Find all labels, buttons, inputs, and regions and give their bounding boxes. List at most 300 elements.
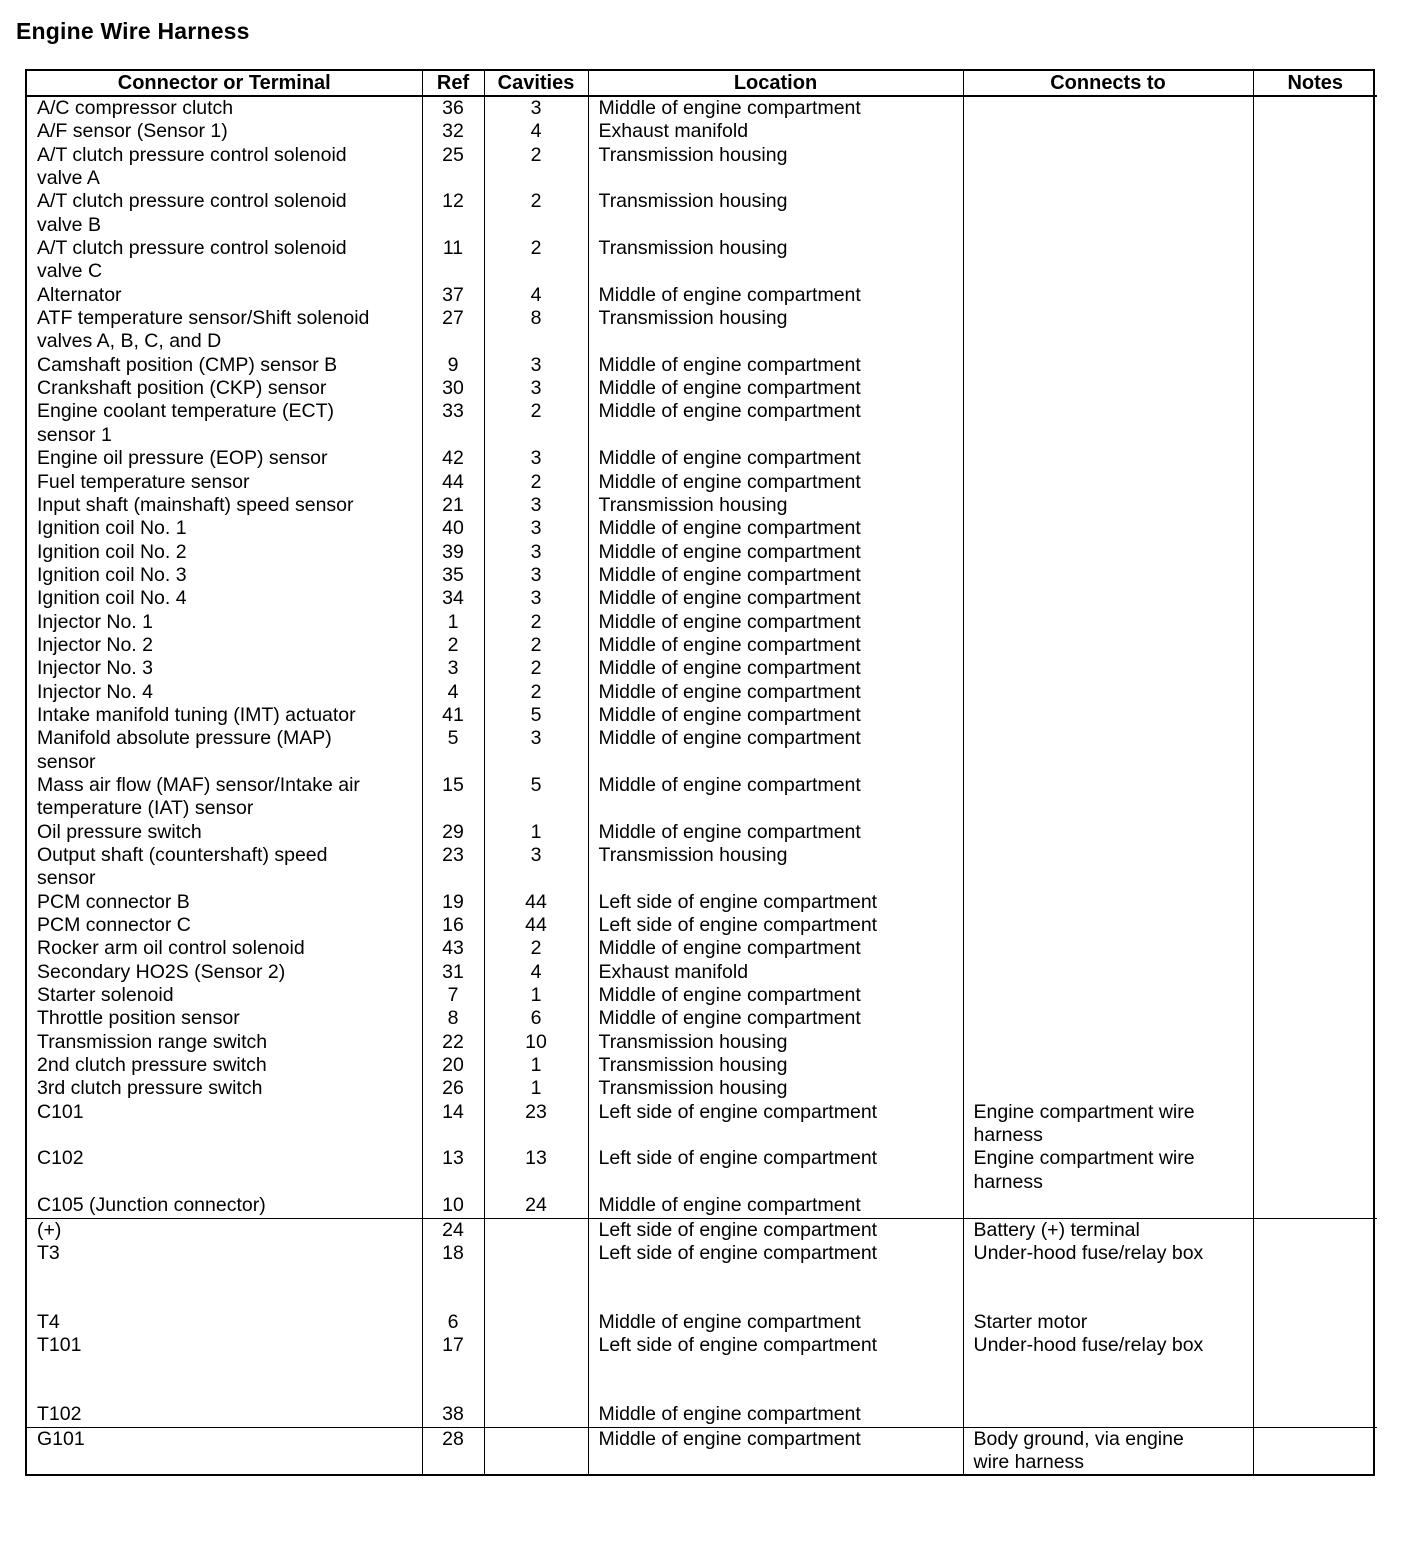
cell-location: Left side of engine compartment [588, 1147, 963, 1194]
cell-cavities: 3 [484, 447, 588, 470]
cell-connects-to [963, 471, 1253, 494]
cell-notes [1253, 354, 1377, 377]
cell-notes [1253, 657, 1377, 680]
table-row [27, 237, 1377, 284]
cell-connector: PCM connector C [37, 914, 191, 937]
cell-connects-to [963, 284, 1253, 307]
cell-location: Middle of engine compartment [588, 447, 963, 470]
cell-location: Transmission housing [588, 1031, 963, 1054]
cell-location: Left side of engine compartment [588, 914, 963, 937]
cell-connector: G101 [27, 1427, 422, 1474]
cell-cavities: 3 [484, 494, 588, 517]
cell-ref: 16 [422, 914, 484, 937]
cell-notes [1253, 1101, 1377, 1148]
cell-cavities: 3 [484, 96, 588, 120]
cell-notes [1253, 284, 1377, 307]
cell-notes [1253, 190, 1377, 237]
cell-connector: Starter solenoid [37, 984, 174, 1007]
cell-notes [1253, 400, 1377, 447]
cell-ref: 29 [422, 821, 484, 844]
cell-connects-to [963, 961, 1253, 984]
cell-cavities: 4 [484, 961, 588, 984]
cell-ref: 22 [422, 1031, 484, 1054]
header-location: Location [588, 71, 963, 96]
cell-cavities: 13 [484, 1147, 588, 1194]
cell-notes [1253, 120, 1377, 143]
table-row [27, 611, 1377, 634]
cell-connects-to [963, 354, 1253, 377]
cell-connector: Rocker arm oil control solenoid [37, 937, 305, 960]
cell-notes [1253, 914, 1377, 937]
cell-connects-to [963, 1194, 1253, 1218]
cell-connector: T4 [37, 1310, 60, 1333]
cell-cavities: 3 [484, 354, 588, 377]
cell-connector: A/F sensor (Sensor 1) [37, 120, 228, 143]
cell-cavities: 3 [484, 377, 588, 400]
cell-connects-to [963, 634, 1253, 657]
cell-location: Middle of engine compartment [588, 354, 963, 377]
table-row [27, 657, 1377, 680]
cell-connector: Ignition coil No. 1 [37, 517, 187, 540]
table-row [27, 307, 1377, 354]
cell-connector: Throttle position sensor [37, 1007, 240, 1030]
cell-connects-to [963, 1007, 1253, 1030]
table-row [27, 1147, 1377, 1194]
cell-connects-to [963, 237, 1253, 284]
cell-ref: 12 [422, 190, 484, 237]
cell-cavities: 3 [484, 564, 588, 587]
table-row [27, 914, 1377, 937]
cell-location: Middle of engine compartment [588, 727, 963, 774]
cell-notes [1253, 961, 1377, 984]
cell-ref: 14 [422, 1101, 484, 1148]
cell-location: Middle of engine compartment [588, 96, 963, 120]
cell-notes [1253, 821, 1377, 844]
cell-ref: 13 [422, 1147, 484, 1194]
cell-connects-to [963, 891, 1253, 914]
cell-connector: A/T clutch pressure control solenoid valve A [37, 143, 347, 190]
cell-location: Middle of engine compartment [588, 774, 963, 821]
cell-ref: 6 [422, 1311, 484, 1334]
cell-connects-to [963, 611, 1253, 634]
cell-cavities: 24 [484, 1194, 588, 1218]
cell-location: Middle of engine compartment [588, 517, 963, 540]
cell-cavities: 1 [484, 984, 588, 1007]
header-connects-to: Connects to [963, 71, 1253, 96]
cell-location: Left side of engine compartment [588, 1218, 963, 1242]
cell-connector: A/T clutch pressure control solenoid valve B [37, 190, 347, 236]
cell-location: Middle of engine compartment [588, 541, 963, 564]
cell-location: Middle of engine compartment [588, 937, 963, 960]
cell-location: Exhaust manifold [588, 120, 963, 143]
cell-location: Middle of engine compartment [588, 657, 963, 680]
table-row [27, 774, 1377, 821]
cell-location: Middle of engine compartment [588, 821, 963, 844]
table-row [27, 1403, 1377, 1427]
table-row [27, 891, 1377, 914]
cell-notes [1253, 1334, 1377, 1403]
cell-cavities: 3 [484, 517, 588, 540]
cell-connects-to [963, 1031, 1253, 1054]
cell-cavities: 3 [484, 844, 588, 891]
cell-notes [1253, 1147, 1377, 1194]
cell-connects-to [963, 190, 1253, 237]
cell-cavities [484, 1242, 588, 1311]
cell-notes [1253, 984, 1377, 1007]
cell-connector: C101 [37, 1100, 84, 1123]
cell-ref: 27 [422, 307, 484, 354]
cell-location: Transmission housing [588, 1077, 963, 1100]
cell-notes [1253, 1077, 1377, 1100]
cell-connector: Input shaft (mainshaft) speed sensor [37, 493, 354, 516]
cell-location: Middle of engine compartment [588, 284, 963, 307]
cell-notes [1253, 237, 1377, 284]
table-row [27, 96, 1377, 120]
cell-location: Middle of engine compartment [588, 634, 963, 657]
cell-location: Transmission housing [588, 190, 963, 237]
cell-notes [1253, 144, 1377, 191]
table-row [27, 284, 1377, 307]
table-row [27, 634, 1377, 657]
cell-location: Transmission housing [588, 1054, 963, 1077]
header-notes: Notes [1253, 71, 1377, 96]
cell-notes [1253, 307, 1377, 354]
cell-connector: Crankshaft position (CKP) sensor [37, 377, 327, 400]
table-row [27, 821, 1377, 844]
table-row [27, 1242, 1377, 1311]
cell-connector: Output shaft (countershaft) speed sensor [37, 844, 328, 890]
cell-connector: ATF temperature sensor/Shift solenoid valves A, B, C, and D [37, 307, 370, 353]
cell-location: Transmission housing [588, 237, 963, 284]
cell-connects-to [963, 657, 1253, 680]
cell-connector: T3 [37, 1241, 60, 1264]
cell-connects-to [963, 1403, 1253, 1427]
cell-cavities: 3 [484, 587, 588, 610]
cell-cavities [484, 1334, 588, 1403]
cell-location: Middle of engine compartment [588, 1194, 963, 1218]
cell-connects-to: Under-hood fuse/relay box [963, 1334, 1253, 1403]
table-row [27, 587, 1377, 610]
table-row [27, 961, 1377, 984]
cell-connector: A/T clutch pressure control solenoid valve C [37, 237, 347, 283]
cell-notes [1253, 891, 1377, 914]
cell-connector: (+) [27, 1218, 422, 1242]
cell-cavities: 1 [484, 1054, 588, 1077]
cell-location: Left side of engine compartment [588, 1101, 963, 1148]
cell-ref: 8 [422, 1007, 484, 1030]
cell-notes [1253, 1007, 1377, 1030]
header-ref: Ref [422, 71, 484, 96]
cell-notes [1253, 587, 1377, 610]
table-row [27, 354, 1377, 377]
cell-ref: 34 [422, 587, 484, 610]
cell-connector: A/C compressor clutch [37, 97, 234, 119]
cell-connector: Engine oil pressure (EOP) sensor [37, 447, 328, 470]
cell-connects-to [963, 1054, 1253, 1077]
table-row [27, 1031, 1377, 1054]
cell-cavities [484, 1218, 588, 1242]
cell-connector: T101 [37, 1334, 82, 1357]
table-row [27, 681, 1377, 704]
cell-connector: Engine coolant temperature (ECT) sensor 1 [37, 400, 334, 446]
cell-notes [1253, 494, 1377, 517]
cell-connects-to [963, 727, 1253, 774]
cell-location: Middle of engine compartment [588, 400, 963, 447]
cell-ref: 10 [422, 1194, 484, 1218]
cell-location: Left side of engine compartment [588, 1334, 963, 1403]
table-row [27, 1077, 1377, 1100]
cell-cavities: 2 [484, 400, 588, 447]
cell-ref: 36 [422, 96, 484, 120]
table-row [27, 704, 1377, 727]
cell-location: Middle of engine compartment [588, 681, 963, 704]
cell-location: Middle of engine compartment [588, 1007, 963, 1030]
cell-connector: Mass air flow (MAF) sensor/Intake air temperature (IAT) sensor [37, 773, 360, 820]
cell-connects-to [963, 120, 1253, 143]
cell-ref: 43 [422, 937, 484, 960]
cell-ref: 17 [422, 1334, 484, 1403]
cell-connector: T102 [37, 1403, 82, 1426]
cell-ref: 7 [422, 984, 484, 1007]
cell-ref: 39 [422, 541, 484, 564]
cell-connects-to [963, 774, 1253, 821]
table-row [27, 1218, 1377, 1242]
cell-connects-to [963, 307, 1253, 354]
cell-cavities [484, 1403, 588, 1427]
cell-location: Transmission housing [588, 844, 963, 891]
table-row [27, 1427, 1377, 1474]
cell-ref: 40 [422, 517, 484, 540]
cell-connector: 2nd clutch pressure switch [37, 1054, 267, 1077]
cell-connector: Injector No. 2 [37, 633, 153, 656]
table-row [27, 541, 1377, 564]
cell-connects-to [963, 587, 1253, 610]
table-row [27, 1194, 1377, 1218]
cell-ref: 42 [422, 447, 484, 470]
cell-connects-to [963, 984, 1253, 1007]
cell-cavities: 2 [484, 611, 588, 634]
cell-connects-to [963, 400, 1253, 447]
table-row [27, 144, 1377, 191]
cell-location: Left side of engine compartment [588, 1242, 963, 1311]
cell-ref: 24 [422, 1218, 484, 1242]
table-row [27, 564, 1377, 587]
cell-cavities: 5 [484, 704, 588, 727]
cell-cavities [484, 1311, 588, 1334]
cell-cavities: 5 [484, 774, 588, 821]
cell-ref: 21 [422, 494, 484, 517]
cell-cavities: 2 [484, 634, 588, 657]
cell-connects-to [963, 914, 1253, 937]
cell-ref: 25 [422, 144, 484, 191]
cell-connector: Manifold absolute pressure (MAP) sensor [37, 727, 332, 773]
cell-notes [1253, 517, 1377, 540]
table-row [27, 447, 1377, 470]
cell-connects-to [963, 844, 1253, 891]
cell-connector: Ignition coil No. 3 [37, 563, 187, 586]
cell-ref: 35 [422, 564, 484, 587]
cell-cavities: 4 [484, 120, 588, 143]
cell-ref: 37 [422, 284, 484, 307]
cell-cavities: 1 [484, 1077, 588, 1100]
cell-connects-to: Engine compartment wire harness [963, 1147, 1253, 1194]
cell-connects-to: Starter motor [963, 1311, 1253, 1334]
cell-notes [1253, 471, 1377, 494]
cell-connector: Oil pressure switch [37, 820, 202, 843]
table-row [27, 494, 1377, 517]
table-row [27, 400, 1377, 447]
cell-location: Middle of engine compartment [588, 1427, 963, 1474]
cell-connects-to [963, 144, 1253, 191]
cell-ref: 1 [422, 611, 484, 634]
cell-notes [1253, 704, 1377, 727]
cell-cavities: 6 [484, 1007, 588, 1030]
table-row [27, 517, 1377, 540]
header-cavities: Cavities [484, 71, 588, 96]
cell-location: Transmission housing [588, 307, 963, 354]
cell-ref: 33 [422, 400, 484, 447]
cell-ref: 30 [422, 377, 484, 400]
harness-table [25, 69, 1375, 1476]
cell-connector: C102 [37, 1147, 84, 1170]
cell-cavities: 2 [484, 190, 588, 237]
cell-ref: 2 [422, 634, 484, 657]
table-row [27, 1054, 1377, 1077]
cell-notes [1253, 1218, 1377, 1242]
cell-ref: 31 [422, 961, 484, 984]
cell-cavities: 3 [484, 541, 588, 564]
table-row [27, 190, 1377, 237]
cell-connects-to: Engine compartment wire harness [963, 1101, 1253, 1148]
cell-cavities: 2 [484, 144, 588, 191]
cell-cavities: 44 [484, 914, 588, 937]
cell-location: Middle of engine compartment [588, 984, 963, 1007]
cell-connects-to: Battery (+) terminal [963, 1218, 1253, 1242]
cell-ref: 20 [422, 1054, 484, 1077]
cell-location: Left side of engine compartment [588, 891, 963, 914]
cell-connects-to [963, 937, 1253, 960]
cell-notes [1253, 937, 1377, 960]
cell-ref: 23 [422, 844, 484, 891]
cell-notes [1253, 541, 1377, 564]
cell-location: Exhaust manifold [588, 961, 963, 984]
cell-location: Middle of engine compartment [588, 377, 963, 400]
cell-location: Middle of engine compartment [588, 1403, 963, 1427]
cell-ref: 9 [422, 354, 484, 377]
cell-ref: 44 [422, 471, 484, 494]
cell-ref: 38 [422, 1403, 484, 1427]
table-body [27, 96, 1377, 1474]
cell-connector: Ignition coil No. 2 [37, 540, 187, 563]
cell-connector: C105 (Junction connector) [37, 1194, 266, 1217]
table-header-row [27, 71, 1377, 96]
cell-ref: 32 [422, 120, 484, 143]
cell-connects-to [963, 447, 1253, 470]
cell-notes [1253, 1427, 1377, 1474]
cell-notes [1253, 1403, 1377, 1427]
cell-connects-to [963, 541, 1253, 564]
cell-notes [1253, 1054, 1377, 1077]
cell-notes [1253, 447, 1377, 470]
cell-connector: Alternator [37, 283, 122, 306]
cell-cavities: 3 [484, 727, 588, 774]
cell-notes [1253, 611, 1377, 634]
table-row [27, 844, 1377, 891]
cell-location: Middle of engine compartment [588, 1311, 963, 1334]
cell-cavities: 44 [484, 891, 588, 914]
cell-notes [1253, 681, 1377, 704]
cell-location: Transmission housing [588, 144, 963, 191]
cell-cavities: 10 [484, 1031, 588, 1054]
cell-ref: 3 [422, 657, 484, 680]
cell-ref: 18 [422, 1242, 484, 1311]
cell-location: Middle of engine compartment [588, 587, 963, 610]
cell-connector: 3rd clutch pressure switch [37, 1077, 263, 1100]
cell-notes [1253, 774, 1377, 821]
cell-cavities: 2 [484, 657, 588, 680]
cell-ref: 15 [422, 774, 484, 821]
cell-connector: Secondary HO2S (Sensor 2) [37, 960, 286, 983]
header-connector: Connector or Terminal [27, 71, 422, 96]
cell-location: Transmission housing [588, 494, 963, 517]
cell-cavities: 4 [484, 284, 588, 307]
cell-notes [1253, 1311, 1377, 1334]
cell-location: Middle of engine compartment [588, 704, 963, 727]
cell-connector: Injector No. 3 [37, 657, 153, 680]
cell-cavities [484, 1427, 588, 1474]
table-row [27, 1007, 1377, 1030]
cell-connector: Fuel temperature sensor [37, 470, 250, 493]
cell-connector: Injector No. 1 [37, 610, 153, 633]
cell-cavities: 1 [484, 821, 588, 844]
cell-cavities: 2 [484, 681, 588, 704]
cell-notes [1253, 564, 1377, 587]
table-row [27, 1101, 1377, 1148]
cell-connector: Camshaft position (CMP) sensor B [37, 353, 338, 376]
cell-notes [1253, 727, 1377, 774]
cell-ref: 4 [422, 681, 484, 704]
table-row [27, 1311, 1377, 1334]
cell-cavities: 2 [484, 237, 588, 284]
cell-notes [1253, 634, 1377, 657]
cell-connects-to: Under-hood fuse/relay box [963, 1242, 1253, 1311]
cell-connects-to [963, 821, 1253, 844]
page-title: Engine Wire Harness [16, 18, 250, 44]
cell-connects-to [963, 96, 1253, 120]
cell-ref: 5 [422, 727, 484, 774]
table-row [27, 937, 1377, 960]
table-row [27, 377, 1377, 400]
cell-connector: Ignition coil No. 4 [37, 587, 187, 610]
table-row [27, 984, 1377, 1007]
cell-notes [1253, 1031, 1377, 1054]
cell-location: Middle of engine compartment [588, 564, 963, 587]
cell-location: Middle of engine compartment [588, 611, 963, 634]
cell-cavities: 2 [484, 937, 588, 960]
table-row [27, 727, 1377, 774]
cell-cavities: 8 [484, 307, 588, 354]
cell-ref: 11 [422, 237, 484, 284]
cell-connects-to: Body ground, via engine wire harness [963, 1427, 1253, 1474]
cell-cavities: 2 [484, 471, 588, 494]
cell-ref: 41 [422, 704, 484, 727]
cell-connector: PCM connector B [37, 890, 190, 913]
cell-connects-to [963, 377, 1253, 400]
cell-location: Middle of engine compartment [588, 471, 963, 494]
cell-connector: Transmission range switch [37, 1030, 268, 1053]
cell-connector: Injector No. 4 [37, 680, 153, 703]
cell-ref: 19 [422, 891, 484, 914]
